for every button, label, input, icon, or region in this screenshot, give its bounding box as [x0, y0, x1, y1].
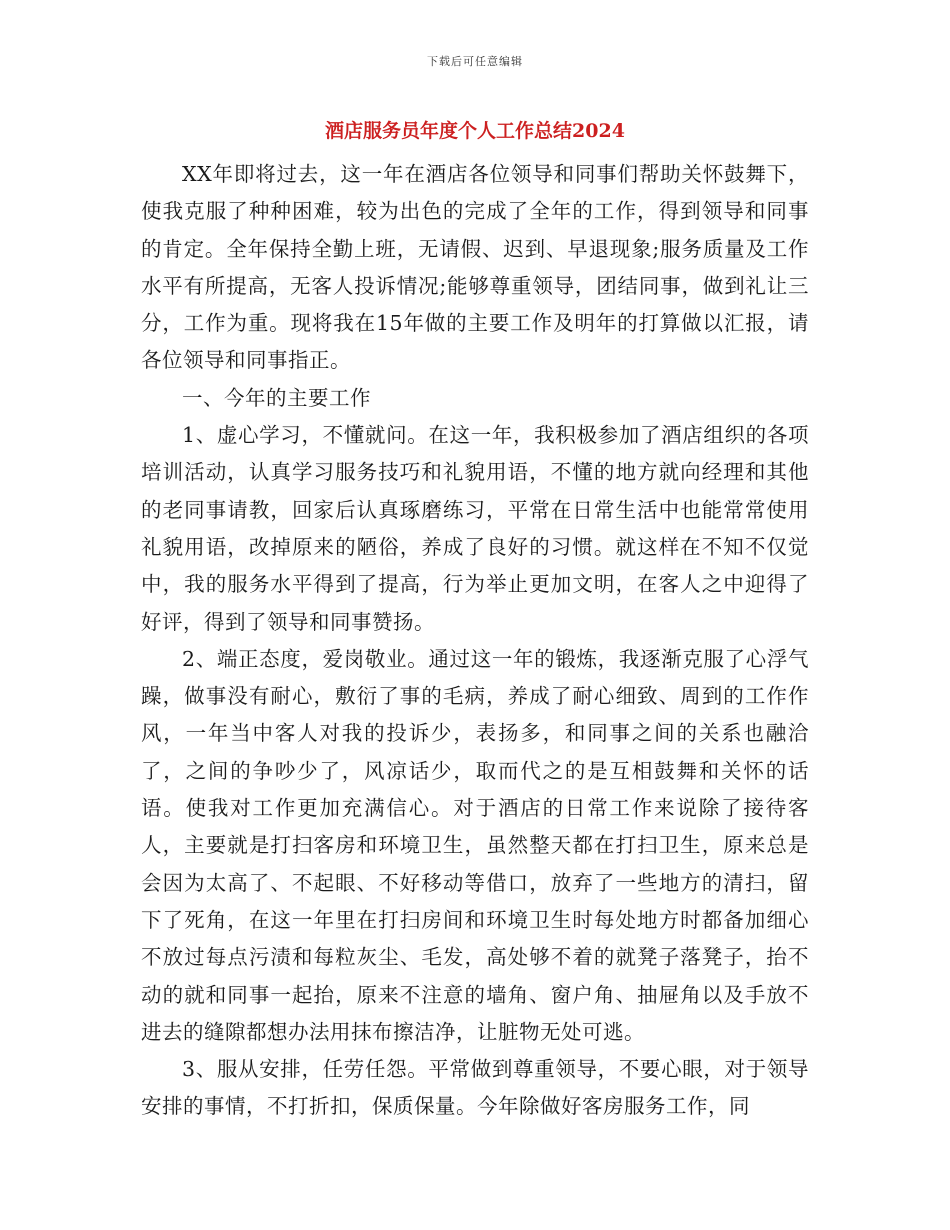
document-title: 酒店服务员年度个人工作总结2024 [325, 120, 625, 142]
section-heading-main-work: 一、今年的主要工作 [182, 385, 371, 410]
paragraph-intro: XX年即将过去，这一年在酒店各位领导和同事们帮助关怀鼓舞下，使我克服了种种困难，较为出色的完成了全年的工作，得到领导和同事的肯定。全年保持全勤上班，无请假、迟到、早退现象;服务质量及工作水平有所提高，无客人投诉情况;能够尊重领导，团结同事，做到礼让三分，工作为重。现将我在15年做的主要工作及明年的打算做以汇报，请各位领导和同事指正。 [141, 162, 809, 373]
paragraph-item-1: 1、虚心学习，不懂就问。在这一年，我积极参加了酒店组织的各项培训活动，认真学习服务技巧和礼貌用语，不懂的地方就向经理和其他的老同事请教，回家后认真琢磨练习，平常在日常生活中也能常常使用礼貌用语，改掉原来的陋俗，养成了良好的习惯。就这样在不知不仅觉中，我的服务水平得到了提高，行为举止更加文明，在客人之中迎得了好评，得到了领导和同事赞扬。 [141, 423, 809, 634]
paragraph-item-3: 3、服从安排，任劳任怨。平常做到尊重领导，不要心眼，对于领导安排的事情，不打折扣，保质保量。今年除做好客房服务工作，同 [141, 1057, 809, 1119]
document-body [141, 156, 809, 1126]
paragraph-item-2: 2、端正态度，爱岗敬业。通过这一年的锻炼，我逐渐克服了心浮气躁，做事没有耐心，敷衍了事的毛病，养成了耐心细致、周到的工作作风，一年当中客人对我的投诉少，表扬多，和同事之间的关系也融洽了，之间的争吵少了，风凉话少，取而代之的是互相鼓舞和关怀的话语。使我对工作更加充满信心。对于酒店的日常工作来说除了接待客人，主要就是打扫客房和环境卫生，虽然整天都在打扫卫生，原来总是会因为太高了、不起眼、不好移动等借口，放弃了一些地方的清扫，留下了死角，在这一年里在打扫房间和环境卫生时每处地方时都备加细心不放过每点污渍和每粒灰尘、毛发，高处够不着的就凳子落凳子，抬不动的就和同事一起抬，原来不注意的墙角、窗户角、抽屉角以及手放不进去的缝隙都想办法用抹布擦洁净，让脏物无处可逃。 [141, 646, 809, 1044]
header-note: 下载后可任意编辑 [427, 55, 523, 68]
